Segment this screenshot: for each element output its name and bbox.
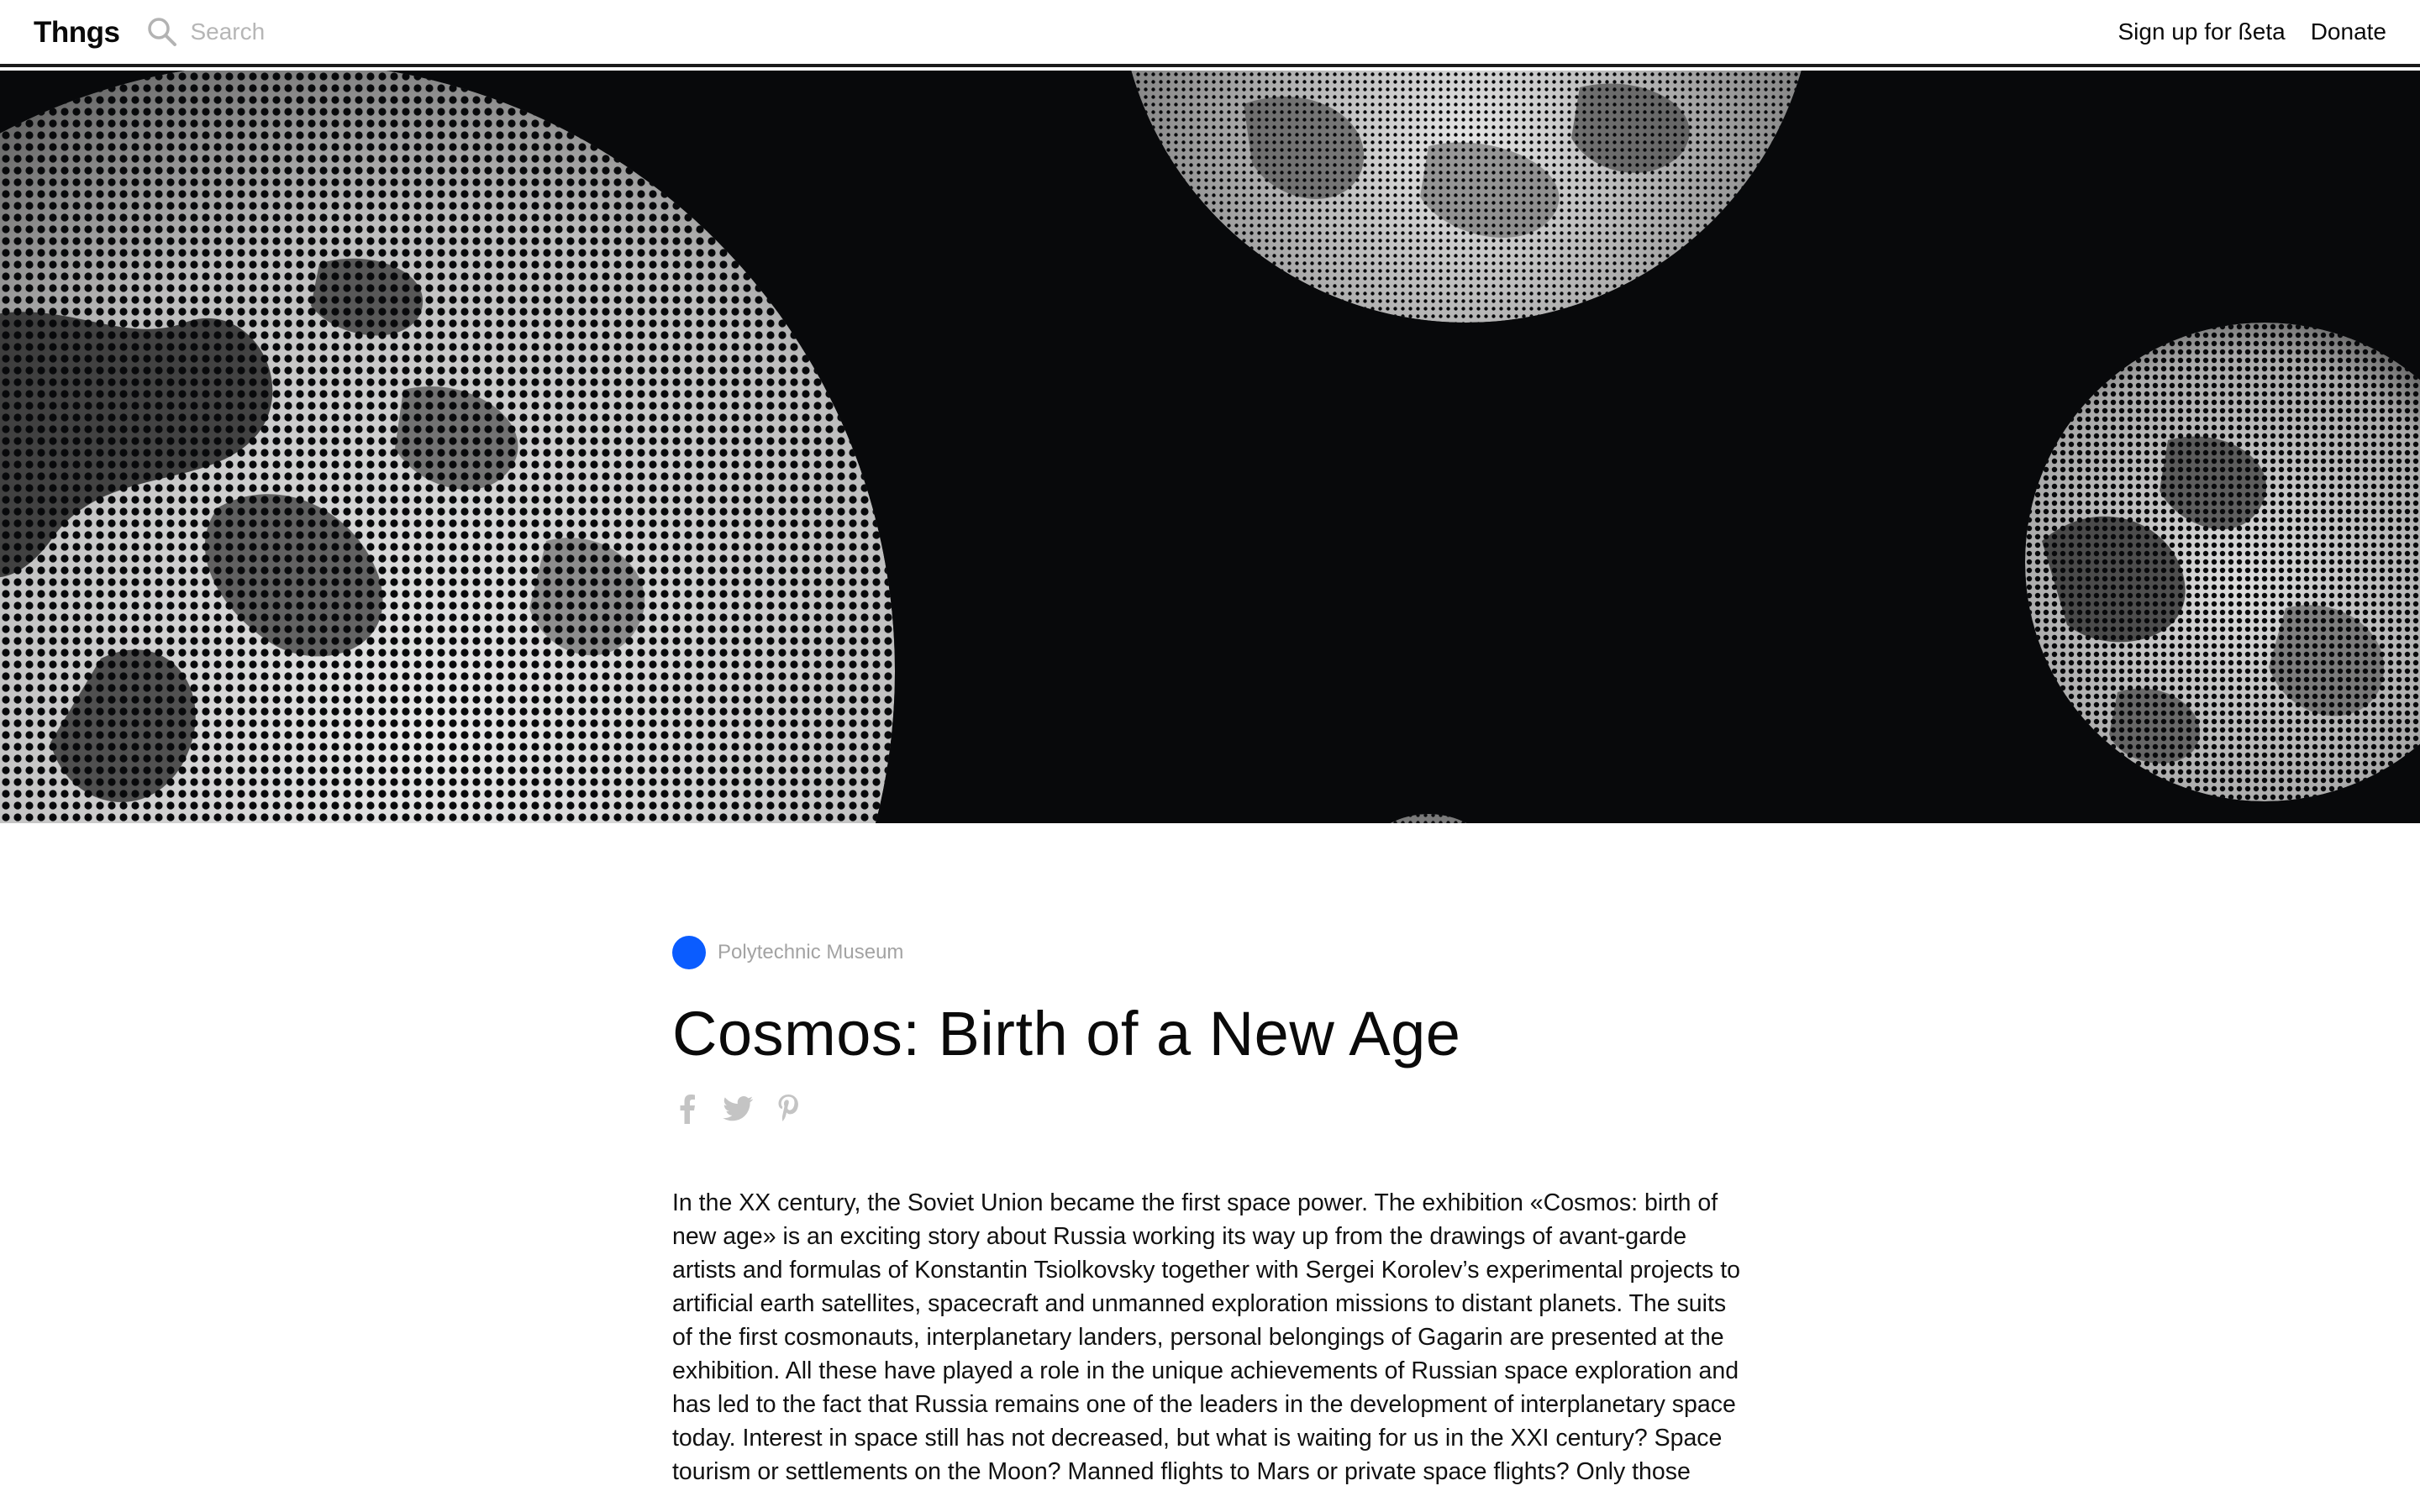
search-bar [146, 8, 627, 55]
search-icon[interactable] [146, 16, 178, 48]
share-buttons [672, 1090, 1748, 1127]
article-title: Cosmos: Birth of a New Age [672, 999, 1461, 1068]
site-logo[interactable]: Thngs [34, 15, 120, 49]
hero-image [0, 71, 2420, 823]
article-source[interactable] [672, 934, 1748, 971]
planet-top [1092, 71, 1849, 323]
header-nav [2118, 20, 2386, 44]
article [672, 934, 1748, 1488]
planet-small [1336, 810, 1521, 823]
article-body: In the XX century, the Soviet Union became the first space power. The exhibition «Cosmos: birth of new age» is an exciting story about Russia working its way up from the drawings of avant-garde artists and formulas of Konstantin Tsiolkovsky together with Sergei Korolev’s experimental projects to artificial earth satellites, spacecraft and unmanned exploration missions to distant planets. The suits of the first cosmonauts, interplanetary landers, personal belongings of Gagarin are presented at the exhibition. All these have played a role in the unique achievements of Russian space exploration and has led to the fact that Russia remains one of the leaders in the development of interplanetary space today. Interest in space still has not decreased, but what is waiting for us in the XXI century? Space tourism or settlements on the Moon? Manned flights to Mars or private space flights? Only those [672, 1189, 1740, 1485]
search-input[interactable] [190, 13, 627, 50]
source-avatar[interactable] [672, 936, 706, 969]
top-navigation [0, 0, 2420, 67]
facebook-icon[interactable] [672, 1094, 702, 1124]
planets-illustration [0, 71, 2420, 823]
signup-beta-link[interactable]: Sign up for ßeta [2118, 18, 2286, 45]
donate-link[interactable]: Donate [2310, 18, 2386, 45]
pinterest-icon[interactable] [773, 1094, 803, 1124]
planet-right [2017, 314, 2420, 818]
twitter-icon[interactable] [723, 1094, 753, 1124]
source-name[interactable]: Polytechnic Museum [718, 941, 904, 963]
planet-left [0, 71, 924, 823]
